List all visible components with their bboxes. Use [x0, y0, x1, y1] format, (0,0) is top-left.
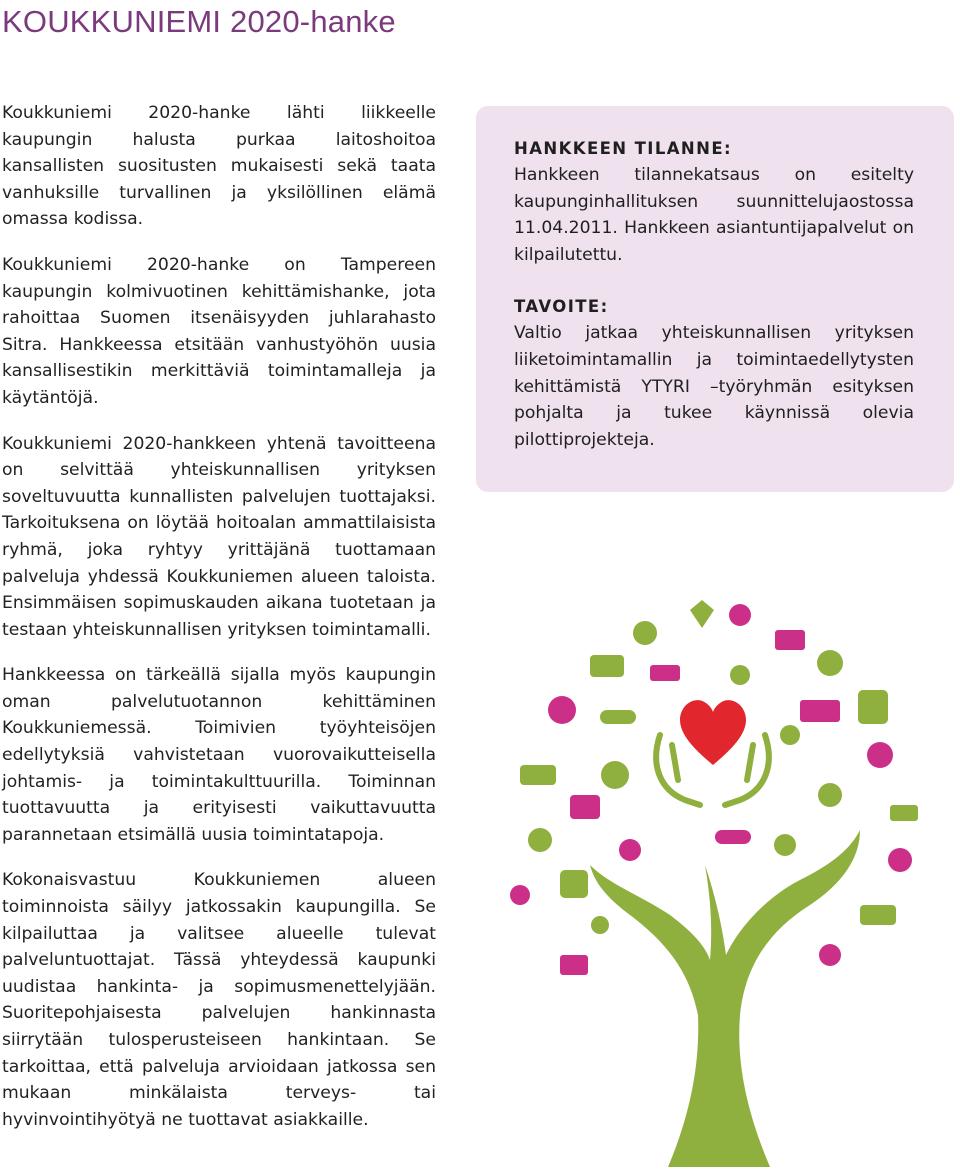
status-heading: HANKKEEN TILANNE: [514, 139, 733, 158]
paragraph-funding: Koukkuniemi 2020-hanke on Tampereen kaupungin kolmivuotinen kehittämishanke, jota rahoittaa Suomen itsenäisyyden juhlarahasto Sitra. Hankkeessa etsitään vanhustyöhön uusia kansallisestikin merkittäviä toimintamalleja ja käytäntöjä. [2, 254, 436, 408]
main-text-column [2, 100, 436, 1152]
paragraph-goal: Koukkuniemi 2020-hankkeen yhtenä tavoitteena on selvittää yhteiskunnallisen yrityksen soveltuvuutta kunnallisten palvelujen tuottajaksi. Tarkoituksena on löytää hoitoalan ammattilaisista ryhmä, joka ryhtyy yrittäjänä tuottamaan palveluja yhdessä Koukkuniemen alueen taloista. Ensimmäisen sopimuskauden aikana tuotetaan ja testaan yhteiskunnallisen yrityksen toimintamalli. [2, 433, 436, 640]
goal-text: Valtio jatkaa yhteiskunnallisen yrityksen liiketoimintamallin ja toimintaedellytysten kehittämistä YTYRI –työryhmän esityksen pohjalta ja tukee käynnissä olevia pilottiprojekteja. [514, 323, 914, 450]
goal-heading: TAVOITE: [514, 297, 609, 317]
heart-icon [680, 700, 746, 765]
page-title: KOUKKUNIEMI 2020-hanke [2, 4, 396, 39]
tree-trunk [590, 830, 860, 1167]
paragraph-responsibility: Kokonaisvastuu Koukkuniemen alueen toiminnoista säilyy jatkossakin kaupungilla. Se kilpailuttaa ja valitsee alueelle tulevat palveluntuottajat. Tässä yhteydessä kaupunki uudistaa hankinta- ja sopimusmenettelyjään. Suoritepohjaisesta palvelujen hankinnasta siirrytään tulosperusteiseen hankintaan. Se tarkoittaa, että palveluja arvioidaan jatkossa sen mukaan minkälaista terveys- tai hyvinvointihyötyä ne tuottavat asiakkaille. [2, 870, 436, 1130]
status-text: Hankkeen tilannekatsaus on esitelty kaupunginhallituksen suunnittelujaostossa 11.04.2011. Hankkeen asiantuntijapalvelut on kilpailutettu. [514, 165, 914, 265]
care-tree-illustration [500, 595, 940, 1167]
info-box [476, 106, 954, 492]
paragraph-intro: Koukkuniemi 2020-hanke lähti liikkeelle kaupungin halusta purkaa laitoshoitoa kansallisten suositusten mukaisesti sekä taata vanhuksille turvallinen ja yksilöllinen elämä omassa kodissa. [2, 103, 436, 230]
paragraph-development: Hankkeessa on tärkeällä sijalla myös kaupungin oman palvelutuotannon kehittäminen Koukkuniemessä. Toimivien työyhteisöjen edellytyksiä vahvistetaan vuorovaikutteisella johtamis- ja toimintakulttuurilla. Toiminnan tuottavuutta ja erityisesti vaikuttavuutta parannetaan etsimällä uusia toimintatapoja. [2, 665, 436, 845]
